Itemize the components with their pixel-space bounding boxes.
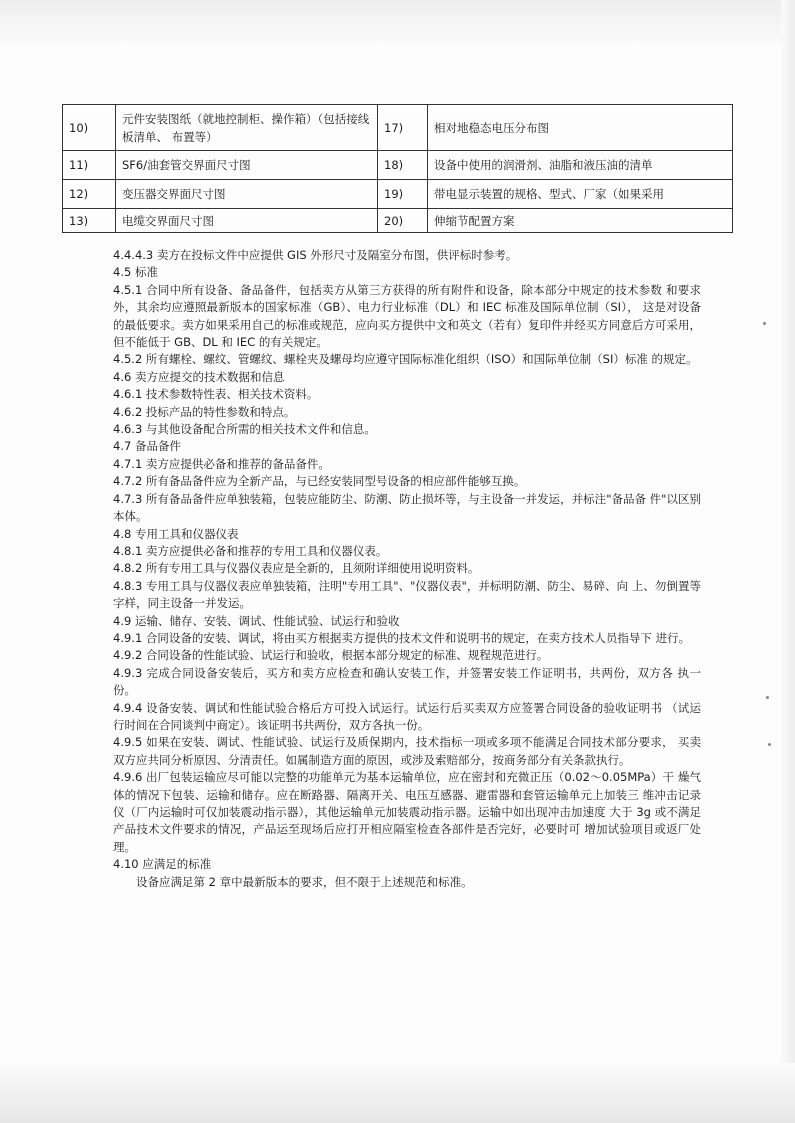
scan-speck	[766, 696, 769, 699]
heading-4-5: 4.5 标准	[113, 265, 158, 280]
paragraph-4-4-4-3: 4.4.4.3 卖方在投标文件中应提供 GIS 外形尺寸及隔室分布图，供评标时参考。	[113, 248, 518, 262]
paragraph-4-8-2: 4.8.2 所有专用工具与仪器仪表应是全新的，且须附详细使用说明资料。	[113, 561, 480, 576]
scan-speck	[768, 743, 771, 746]
item-text: 相对地稳态电压分布图	[428, 105, 733, 151]
item-number: 20)	[378, 209, 428, 233]
paragraph-4-7-3: 4.7.3 所有备品备件应单独装箱，包装应能防尘、防潮、防止损坏等，与主设备一并发运，并标注"备品备 件"以区别本体。	[113, 491, 701, 524]
item-number: 10)	[63, 105, 116, 151]
paragraph-4-9-3: 4.9.3 完成合同设备安装后，买方和卖方应检查和确认安装工作，并签署安装工作证明书，共两份，双方各 执一份。	[113, 665, 701, 698]
paragraph-4-6-2: 4.6.2 投标产品的特性参数和特点。	[113, 404, 296, 419]
document-body	[113, 247, 701, 891]
table-row	[63, 151, 733, 180]
item-text: 变压器交界面尺寸图	[116, 180, 378, 209]
paragraph-4-6-1: 4.6.1 技术参数特性表、相关技术资料。	[113, 387, 319, 402]
item-text: 设备中使用的润滑剂、油脂和液压油的清单	[428, 151, 733, 180]
scan-shadow-top	[0, 0, 795, 45]
heading-4-9: 4.9 运输、储存、安装、调试、性能试验、试运行和验收	[113, 613, 400, 628]
item-number: 13)	[63, 209, 116, 233]
paragraph-4-8-1: 4.8.1 卖方应提供必备和推荐的专用工具和仪器仪表。	[113, 543, 388, 558]
item-text: SF6/油套管交界面尺寸图	[116, 151, 378, 180]
item-text: 伸缩节配置方案	[428, 209, 733, 233]
item-number: 11)	[63, 151, 116, 180]
table-row	[63, 180, 733, 209]
item-number: 19)	[378, 180, 428, 209]
item-text: 带电显示装置的规格、型式、厂家（如果采用	[428, 180, 733, 209]
paragraph-4-10-body: 设备应满足第 2 章中最新版本的要求，但不限于上述规范和标准。	[136, 874, 473, 889]
item-text: 元件安装图纸（就地控制柜、操作箱）（包括接线板清单、 布置等）	[116, 105, 378, 151]
scan-shadow-right	[781, 0, 795, 1123]
document-list-table	[62, 104, 733, 233]
item-text: 电缆交界面尺寸图	[116, 209, 378, 233]
table-row	[63, 209, 733, 233]
paragraph-4-6-3: 4.6.3 与其他设备配合所需的相关技术文件和信息。	[113, 422, 376, 437]
heading-4-10: 4.10 应满足的标准	[113, 857, 212, 872]
heading-4-7: 4.7 备品备件	[113, 439, 181, 454]
paragraph-4-9-4: 4.9.4 设备安装、调试和性能试验合格后方可投入试运行。试运行后买卖双方应签署合同设备的验收证明书 （试运行时间在合同谈判中商定）。该证明书共两份，双方各执一份。	[113, 700, 701, 732]
paragraph-4-9-2: 4.9.2 合同设备的性能试验、试运行和验收，根据本部分规定的标准、规程规范进行。	[113, 648, 549, 663]
table-row	[63, 105, 733, 151]
scan-shadow-bottom	[0, 1063, 795, 1123]
paragraph-4-5-2: 4.5.2 所有螺栓、螺纹、管螺纹、螺栓夹及螺母均应遵守国际标准化组织（ISO）和国际单位制（SI）标准 的规定。	[113, 352, 698, 367]
paragraph-4-9-5: 4.9.5 如果在安装、调试、性能试验、试运行及质保期内，技术指标一项或多项不能满足合同技术部分要求， 买卖双方应共同分析原因、分清责任。如属制造方面的原因，或涉及索赔部分，按商务部分有关条款执行。	[113, 735, 701, 767]
item-number: 17)	[378, 105, 428, 151]
paragraph-4-9-1: 4.9.1 合同设备的安装、调试，将由买方根据卖方提供的技术文件和说明书的规定，在卖方技术人员指导下 进行。	[113, 630, 691, 645]
scan-speck	[763, 322, 766, 325]
paragraph-4-7-2: 4.7.2 所有备品备件应为全新产品，与已经安装同型号设备的相应部件能够互换。	[113, 474, 526, 489]
heading-4-6: 4.6 卖方应提交的技术数据和信息	[113, 369, 285, 384]
item-number: 18)	[378, 151, 428, 180]
heading-4-8: 4.8 专用工具和仪器仪表	[113, 526, 239, 541]
item-number: 12)	[63, 180, 116, 209]
paragraph-4-8-3: 4.8.3 专用工具与仪器仪表应单独装箱，注明"专用工具"、"仪器仪表"，并标明防潮、防尘、易碎、向 上、勿倒置等字样，同主设备一并发运。	[113, 578, 701, 611]
paragraph-4-7-1: 4.7.1 卖方应提供必备和推荐的备品备件。	[113, 456, 330, 471]
paragraph-4-9-6: 4.9.6 出厂包装运输应尽可能以完整的功能单元为基本运输单位，应在密封和充微正压（0.02～0.05MPa）干 燥气体的情况下包装、运输和储存。应在断路器、隔离开关、电压互感器、避雷器和套管运输单元上加装三 维冲击记录仪（厂内运输时可仅加装震动指示器），其他运输单元加装震动指示器。运输中如出现冲击加速度 大于 3g 或不满足产品技术文件要求的情况，产品运至现场后应打开相应隔室检查各部件是否完好，必要时可 增加试验项目或返厂处理。	[113, 770, 701, 854]
paragraph-4-5-1: 4.5.1 合同中所有设备、备品备件，包括卖方从第三方获得的所有附件和设备，除本部分中规定的技术参数 和要求外，其余均应遵照最新版本的国家标准（GB）、电力行业标准（DL）和 IEC 标准及国际单位制（SI）， 这是对设备的最低要求。卖方如果采用自己的标准或规范，应向买方提供中文和英文（若有）复印件并经买方同意后方可采用，但不能低于 GB、DL 和 IEC 的有关规定。	[113, 282, 701, 350]
